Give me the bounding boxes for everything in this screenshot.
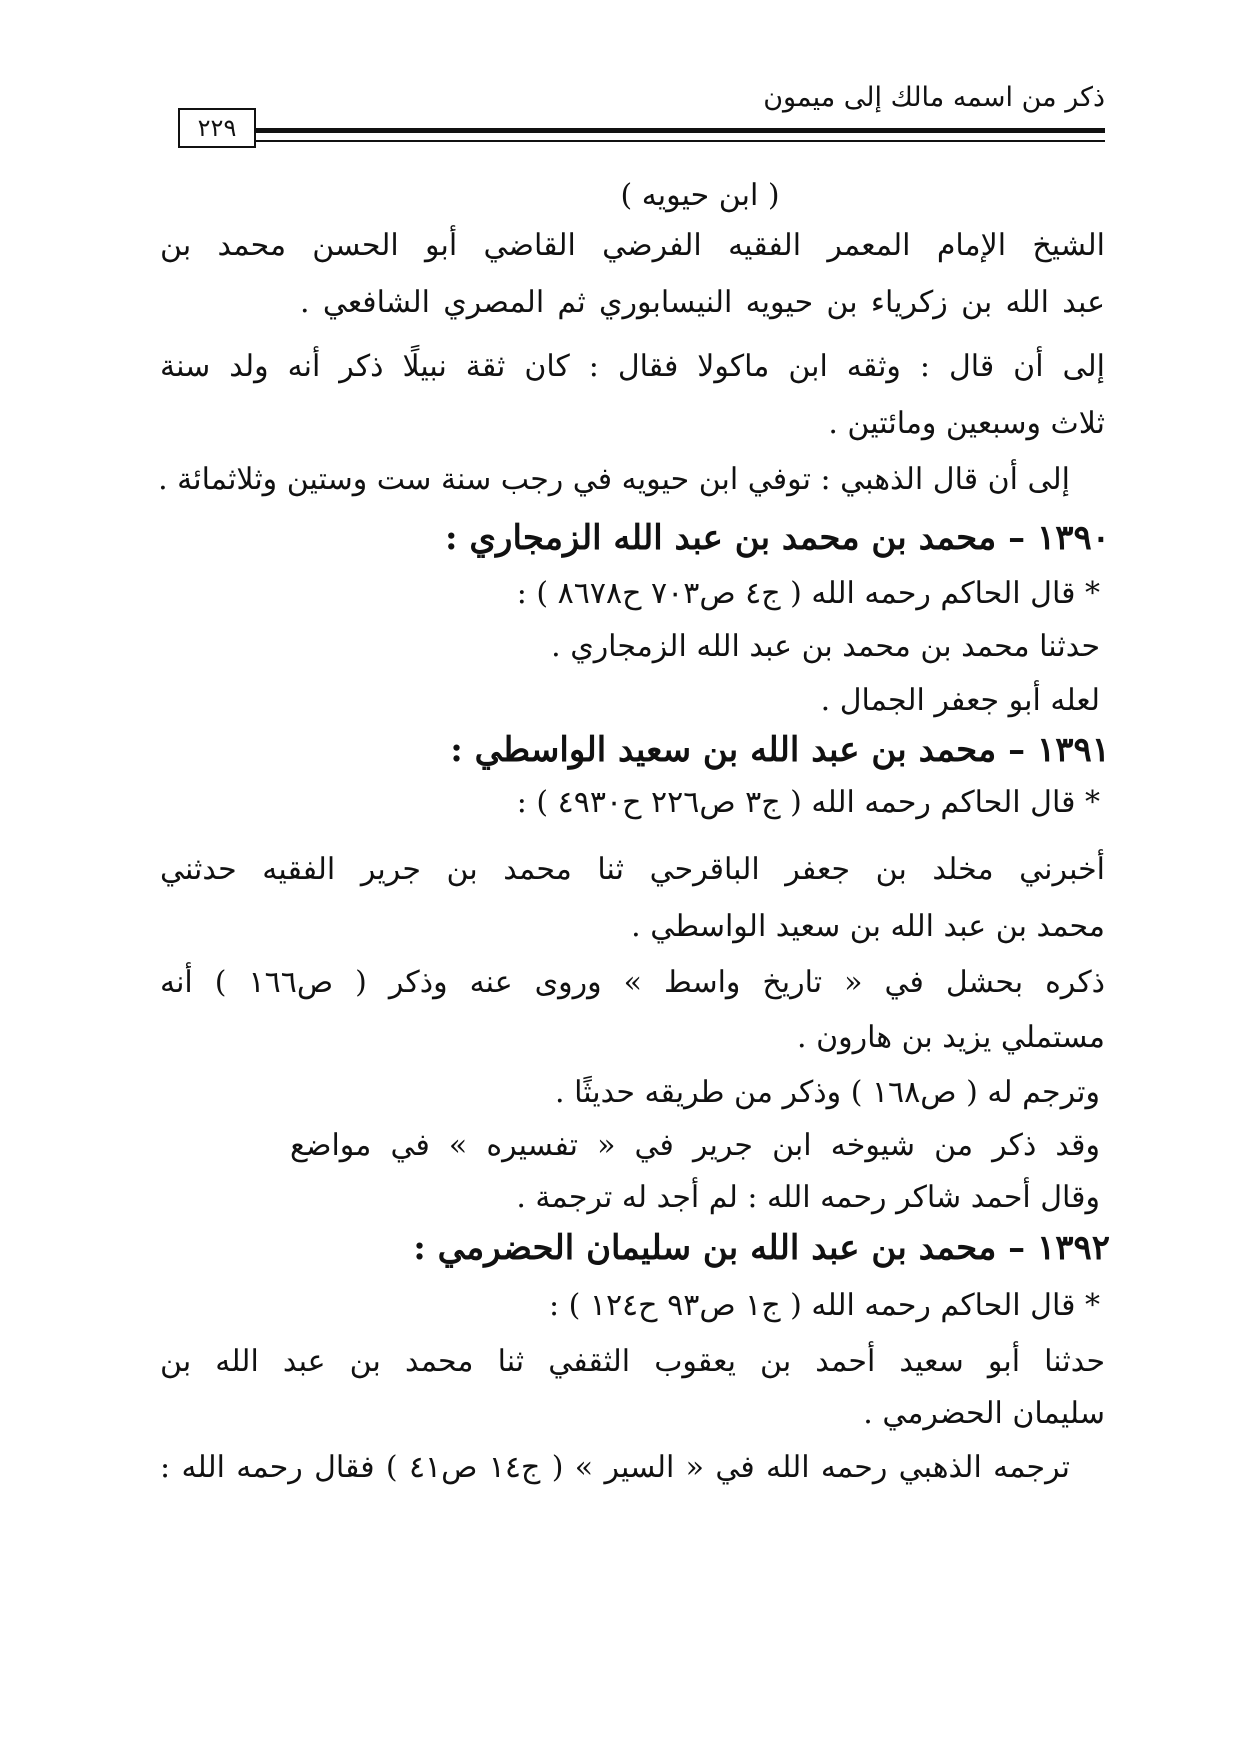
paragraph-line: عبد الله بن زكرياء بن حيويه النيسابوري ثم المصري الشافعي . (300, 285, 1105, 320)
citation-line: * قال الحاكم رحمه الله ( ج١ ص٩٣ ح١٢٤ ) : (548, 1288, 1100, 1323)
paragraph-line: ترجمه الذهبي رحمه الله في « السير » ( ج١٤ ص٤١ ) فقال رحمه الله : (160, 1450, 1070, 1485)
paragraph-line: الشيخ الإمام المعمر الفقيه الفرضي القاضي أبو الحسن محمد بن (160, 228, 1105, 263)
paragraph-line: ذكره بحشل في « تاريخ واسط » وروى عنه وذكر ( ص١٦٦ ) أنه (160, 965, 1105, 1000)
paragraph-line: لعله أبو جعفر الجمال . (820, 683, 1100, 718)
paragraph-line: مستملي يزيد بن هارون . (797, 1020, 1105, 1055)
paragraph-line: ثلاث وسبعين ومائتين . (828, 406, 1105, 441)
entry-heading-1392: ١٣٩٢ – محمد بن عبد الله بن سليمان الحضرمي : (413, 1228, 1110, 1268)
paragraph-line: محمد بن عبد الله بن سعيد الواسطي . (631, 909, 1105, 944)
page-number-box: ٢٢٩ (178, 108, 256, 148)
paragraph-line: حدثنا محمد بن محمد بن عبد الله الزمجاري . (551, 629, 1100, 664)
entry-heading-1391: ١٣٩١ – محمد بن عبد الله بن سعيد الواسطي : (450, 730, 1110, 770)
header-rule-thin (256, 140, 1105, 142)
running-header-title: ذكر من اسمه مالك إلى ميمون (763, 82, 1105, 113)
paragraph-line: إلى أن قال الذهبي : توفي ابن حيويه في رجب سنة ست وستين وثلاثمائة . (158, 462, 1070, 497)
paragraph-line: وترجم له ( ص١٦٨ ) وذكر من طريقه حديثًا . (555, 1075, 1100, 1110)
paragraph-line: حدثنا أبو سعيد أحمد بن يعقوب الثقفي ثنا محمد بن عبد الله بن (160, 1344, 1105, 1379)
paragraph-line: إلى أن قال : وثقه ابن ماكولا فقال : كان ثقة نبيلًا ذكر أنه ولد سنة (160, 349, 1105, 384)
section-heading: ( ابن حيويه ) (620, 178, 780, 213)
paragraph-line: وقد ذكر من شيوخه ابن جرير في « تفسيره » في مواضع (290, 1128, 1100, 1163)
citation-line: * قال الحاكم رحمه الله ( ج٣ ص٢٢٦ ح٤٩٣٠ ) : (516, 785, 1100, 820)
entry-heading-1390: ١٣٩٠ – محمد بن محمد بن عبد الله الزمجاري : (445, 518, 1110, 558)
paragraph-line: سليمان الحضرمي . (863, 1396, 1105, 1431)
paragraph-line: أخبرني مخلد بن جعفر الباقرحي ثنا محمد بن جرير الفقيه حدثني (160, 852, 1105, 887)
paragraph-line: وقال أحمد شاكر رحمه الله : لم أجد له ترجمة . (516, 1180, 1100, 1215)
citation-line: * قال الحاكم رحمه الله ( ج٤ ص٧٠٣ ح٨٦٧٨ ) : (516, 576, 1100, 611)
header-rule-thick (256, 128, 1105, 133)
